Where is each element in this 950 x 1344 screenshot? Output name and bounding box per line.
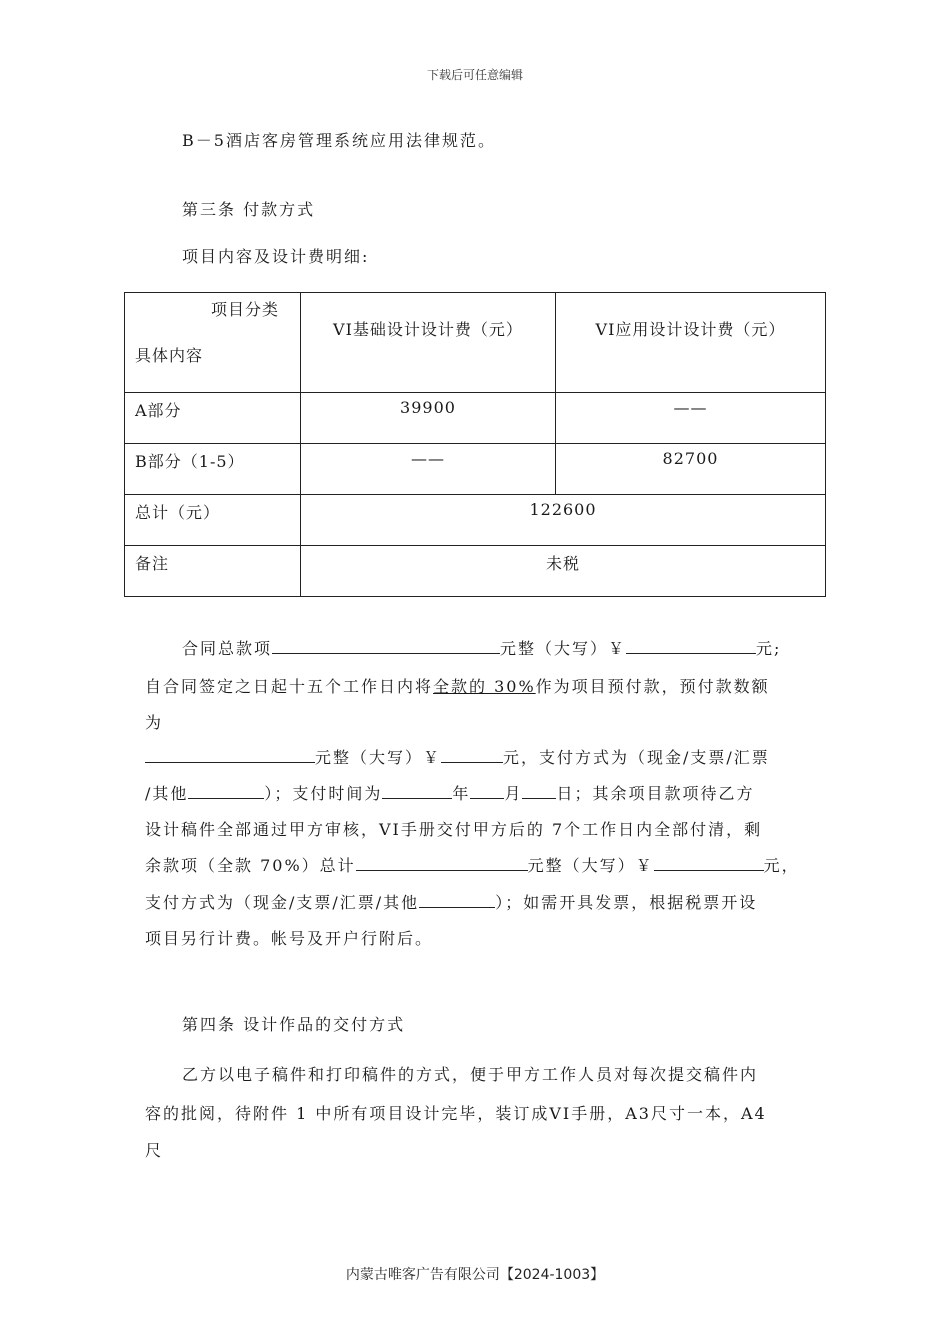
text: 元整（大写）￥ [527,856,654,875]
article4-line-3: 尺 [145,1141,164,1160]
blank-field[interactable] [272,636,500,654]
payment-line-7 [145,853,800,876]
header-content: 具体内容 [135,346,204,365]
article3-subtitle: 项目内容及设计费明细: [182,247,370,266]
table-header-row [125,293,826,393]
header-category: 项目分类 [211,300,280,319]
row-value: —— [556,393,826,444]
text: 月 [504,784,523,803]
text: ）；如需开具发票，根据税票开设 [495,893,758,912]
total-label: 总计（元） [125,495,301,546]
payment-line-9: 项目另行计费。帐号及开户行附后。 [145,929,434,948]
blank-field[interactable] [356,853,528,871]
text: 元整（大写）￥ [315,748,442,767]
text: 自合同签定之日起十五个工作日内将 [145,677,434,696]
payment-line-3: 为 [145,713,164,732]
col-vi-basic: VI基础设计设计费（元） [301,293,556,393]
table-row-remark [125,546,826,597]
row-value: 82700 [556,444,826,495]
table-row [125,444,826,495]
text: 日；其余项目款项待乙方 [556,784,755,803]
blank-field[interactable] [470,781,504,799]
text: 余款项（全款 70%）总计 [145,856,356,875]
text: 元， [763,856,800,875]
payment-line-6: 设计稿件全部通过甲方审核，VI手册交付甲方后的 7个工作日内全部付清，剩 [145,820,763,839]
blank-field[interactable] [419,890,495,908]
total-value: 122600 [301,495,826,546]
blank-field[interactable] [145,745,315,763]
blank-field[interactable] [382,781,452,799]
row-value: —— [301,444,556,495]
text: ）；支付时间为 [264,784,383,803]
article4-title: 第四条 设计作品的交付方式 [182,1015,406,1034]
blank-field[interactable] [654,853,764,871]
article4-line-2: 容的批阅，待附件 1 中所有项目设计完毕，装订成VI手册，A3尺寸一本，A4 [145,1104,767,1123]
payment-line-8 [145,890,757,913]
payment-line-2 [145,674,770,697]
text: 作为项目预付款，预付款数额 [535,677,770,696]
fee-table [124,292,826,597]
article4-line-1: 乙方以电子稿件和打印稿件的方式，便于甲方工作人员对每次提交稿件内 [182,1065,759,1084]
text: 合同总款项 [182,639,273,658]
text: 支付方式为（现金/支票/汇票/其他 [145,893,420,912]
text: 元; [756,639,782,658]
row-value: 39900 [301,393,556,444]
item-b5: B－5酒店客房管理系统应用法律规范。 [182,131,496,150]
text: 年 [452,784,471,803]
underlined-text: 全款的 30% [433,677,536,696]
page-footer-company: 内蒙古唯客广告有限公司【2024-1003】 [345,1267,605,1283]
table-row-total [125,495,826,546]
remark-value: 未税 [301,546,826,597]
remark-label: 备注 [125,546,301,597]
page-header-note: 下载后可任意编辑 [426,68,523,82]
col-vi-application: VI应用设计设计费（元） [556,293,826,393]
blank-field[interactable] [522,781,556,799]
payment-line-4 [145,745,770,768]
header-diagonal-cell [125,293,301,393]
row-label: B部分（1-5） [125,444,301,495]
article3-title: 第三条 付款方式 [182,200,316,219]
payment-line-5 [145,781,754,804]
payment-line-1 [182,636,781,659]
row-label: A部分 [125,393,301,444]
blank-field[interactable] [626,636,756,654]
blank-field[interactable] [441,745,503,763]
blank-field[interactable] [188,781,264,799]
text: 元，支付方式为（现金/支票/汇票 [503,748,770,767]
text: 元整（大写）￥ [500,639,627,658]
text: /其他 [145,784,189,803]
table-row [125,393,826,444]
